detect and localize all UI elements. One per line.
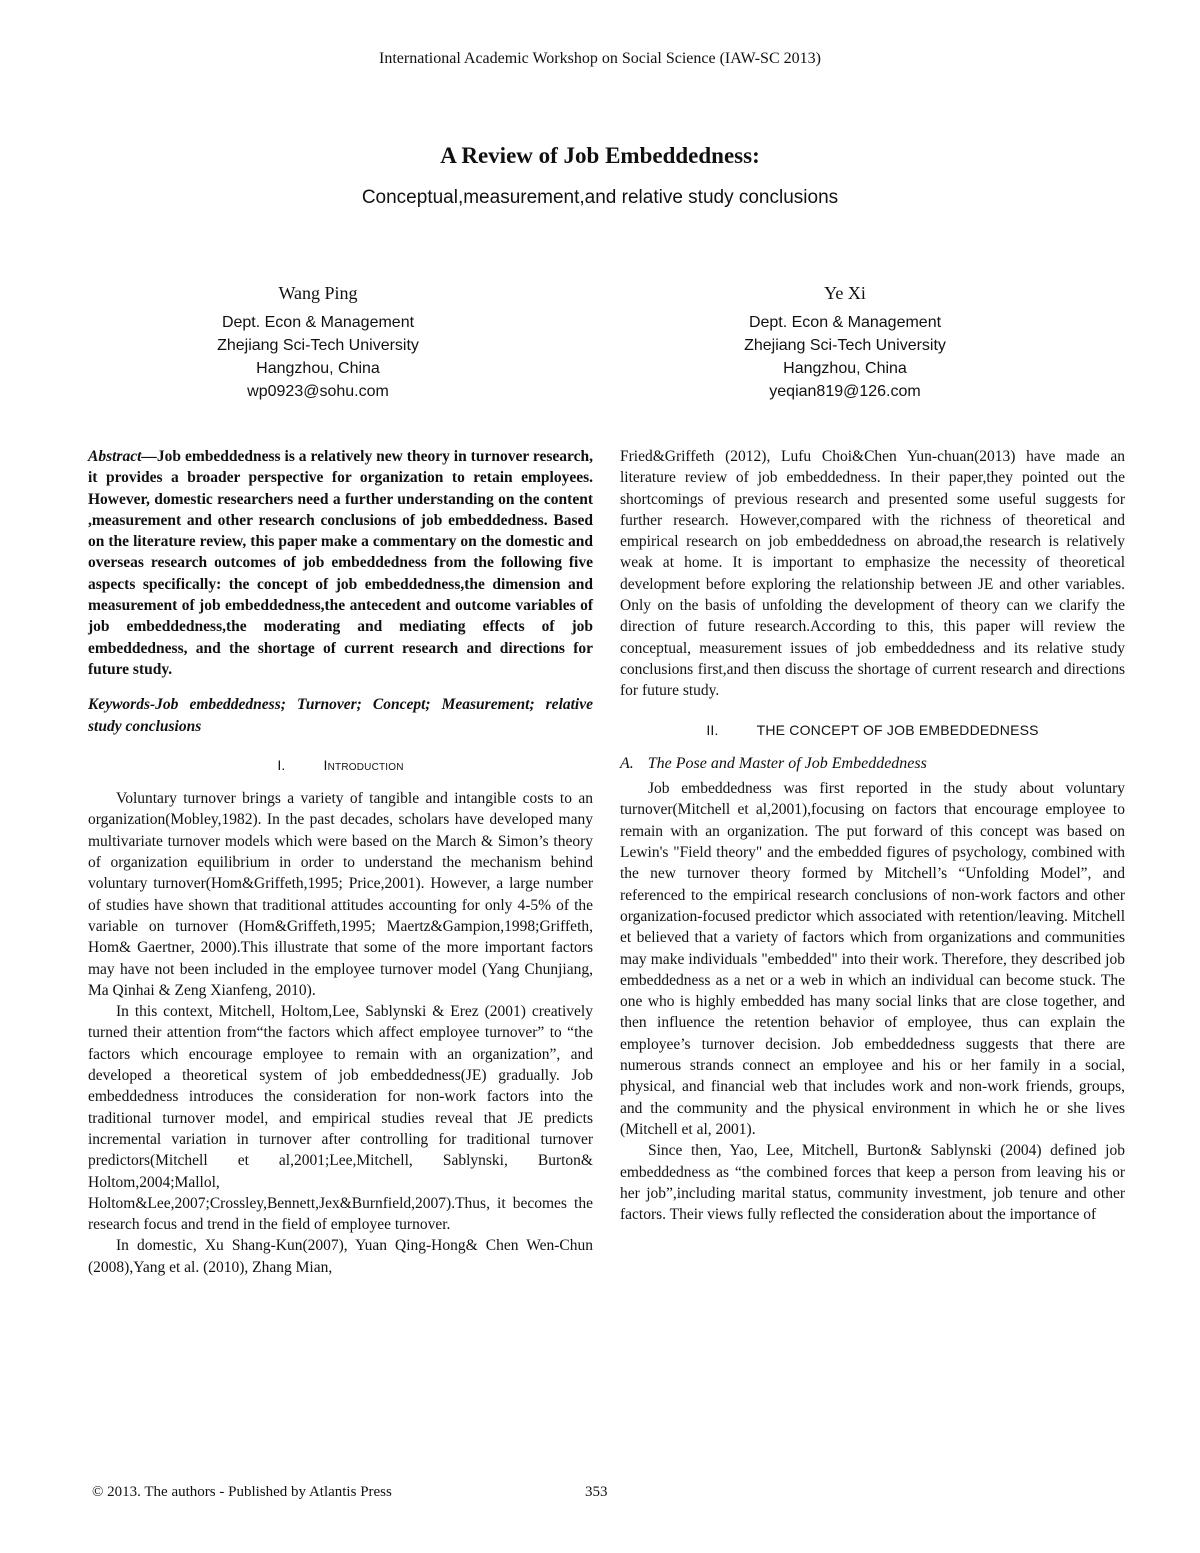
author-email: wp0923@sohu.com: [247, 383, 389, 400]
author-university: Zhejiang Sci-Tech University: [744, 337, 946, 354]
section-heading: I. Introduction: [277, 756, 404, 773]
author-email: yeqian819@126.com: [769, 383, 921, 400]
paper-subtitle: Conceptual,measurement,and relative study conclusions: [361, 187, 839, 208]
right-column: [620, 446, 1125, 1225]
abstract-label: Abstract—: [88, 448, 157, 465]
author-block-1: [38, 282, 598, 403]
abstract: [88, 446, 593, 680]
keywords: Keywords-Job embeddedness; Turnover; Concept; Measurement; relative study conclusions: [88, 696, 593, 735]
paragraph: Fried&Griffeth (2012), Lufu Choi&Chen Yun-chuan(2013) have made an literature review of job embeddedness. In their paper,they pointed out the shortcomings of previous research and presented some useful suggests for further research. However,compared with the richness of theoretical and empirical research on job embeddedness on abroad,the research is relatively weak at home. It is important to emphasize the necessity of theoretical development before exploring the relationship between JE and other variables. Only on the basis of unfolding the development of theory can we clarify the direction of future research.According to this, this paper will review the conceptual, measurement issues of job embeddedness and its relative study conclusions first,and then discuss the shortage of current research and directions for future study.: [620, 448, 1125, 700]
author-city: Hangzhou, China: [256, 360, 380, 377]
subsection-heading: A. The Pose and Master of Job Embeddedness: [620, 754, 927, 772]
abstract-text: Job embeddedness is a relatively new theory in turnover research, it provides a broader perspective for organization to retain employees. However, domestic researchers need a further understanding on the content ,measurement and other research conclusions of job embeddedness. Based on the literature review, this paper make a commentary on the domestic and overseas research outcomes of job embeddedness from the following five aspects specifically: the concept of job embeddedness,the dimension and measurement of job embeddedness,the antecedent and outcome variables of job embeddedness,the moderating and mediating effects of job embeddedness, and the shortage of current research and directions for future study.: [88, 448, 593, 678]
author-dept: Dept. Econ & Management: [221, 314, 415, 331]
author-block-2: [565, 282, 1125, 403]
left-column: [88, 446, 593, 1278]
conference-header: International Academic Workshop on Social Science (IAW-SC 2013): [379, 50, 821, 67]
paragraph: Job embeddedness was first reported in the study about voluntary turnover(Mitchell et al,2001),focusing on factors that encourage employee to remain with an organization. The put forward of this concept was based on Lewin's "Field theory" and the embedded figures of psychology, combined with the new turnover theory formed by Mitchell’s “Unfolding Model”, and referenced to the empirical research conclusions of non-work factors and other organization-focused predictor which associated with retention/leaving. Mitchell et believed that a variety of factors which from organizations and communities may make individuals "embedded" into their work. Therefore, they described job embeddedness as a net or a web in which an individual can become stuck. The one who is highly embedded has many social links that are close together, and then influence the retention behavior of employee, thus can explain the employee’s turnover decision. Job embeddedness suggests that there are numerous strands connect an employee and his or her family in a social, physical, and financial web that includes work and non-work friends, groups, and the community and the physical environment in which he or she lives (Mitchell et al, 2001).: [620, 780, 1125, 1138]
paragraph: Since then, Yao, Lee, Mitchell, Burton& Sablynski (2004) defined job embeddedness as “the combined forces that keep a person from leaving his or her job”,including marital status, community investment, job tenure and other factors. Their views fully reflected the consideration about the importance of: [620, 1142, 1125, 1224]
author-name: Wang Ping: [278, 283, 358, 303]
section-heading: II. THE CONCEPT OF JOB EMBEDDEDNESS: [706, 721, 1039, 738]
author-name: Ye Xi: [824, 283, 866, 303]
paragraph: Voluntary turnover brings a variety of tangible and intangible costs to an organization(Mobley,1982). In the past decades, scholars have developed many multivariate turnover models which were based on the March & Simon’s theory of organization equilibrium in order to understand the mechanism behind voluntary turnover(Hom&Griffeth,1995; Price,2001). However, a large number of studies have shown that traditional attitudes accounting for only 4-5% of the variable on turnover (Hom&Griffeth,1995; Maertz&Gampion,1998;Griffeth, Hom& Gaertner, 2000).This illustrate that some of the more important factors may have not been included in the employee turnover model (Yang Chunjiang, Ma Qinhai & Zeng Xianfeng, 2010).: [88, 790, 593, 999]
author-city: Hangzhou, China: [783, 360, 907, 377]
author-university: Zhejiang Sci-Tech University: [217, 337, 419, 354]
paper-title: A Review of Job Embeddedness:: [440, 143, 760, 168]
paragraph: In domestic, Xu Shang-Kun(2007), Yuan Qing-Hong& Chen Wen-Chun (2008),Yang et al. (2010), Zhang Mian,: [88, 1237, 593, 1276]
copyright-footer: © 2013. The authors - Published by Atlantis Press: [92, 1484, 392, 1500]
paragraph: In this context, Mitchell, Holtom,Lee, Sablynski & Erez (2001) creatively turned their attention from“the factors which affect employee turnover” to “the factors which encourage employee to remain with an organization”, and developed a theoretical system of job embeddedness(JE) gradually. Job embeddedness introduces the consideration for non-work factors into the traditional turnover model, and empirical studies reveal that JE predicts incremental variation in turnover after controlling for traditional turnover predictors(Mitchell et al,2001;Lee,Mitchell, Sablynski, Burton& Holtom,2004;Mallol, Holtom&Lee,2007;Crossley,Bennett,Jex&Burnfield,2007).Thus, it becomes the research focus and trend in the field of employee turnover.: [88, 1003, 593, 1234]
page-number: 353: [585, 1484, 608, 1500]
author-dept: Dept. Econ & Management: [748, 314, 942, 331]
